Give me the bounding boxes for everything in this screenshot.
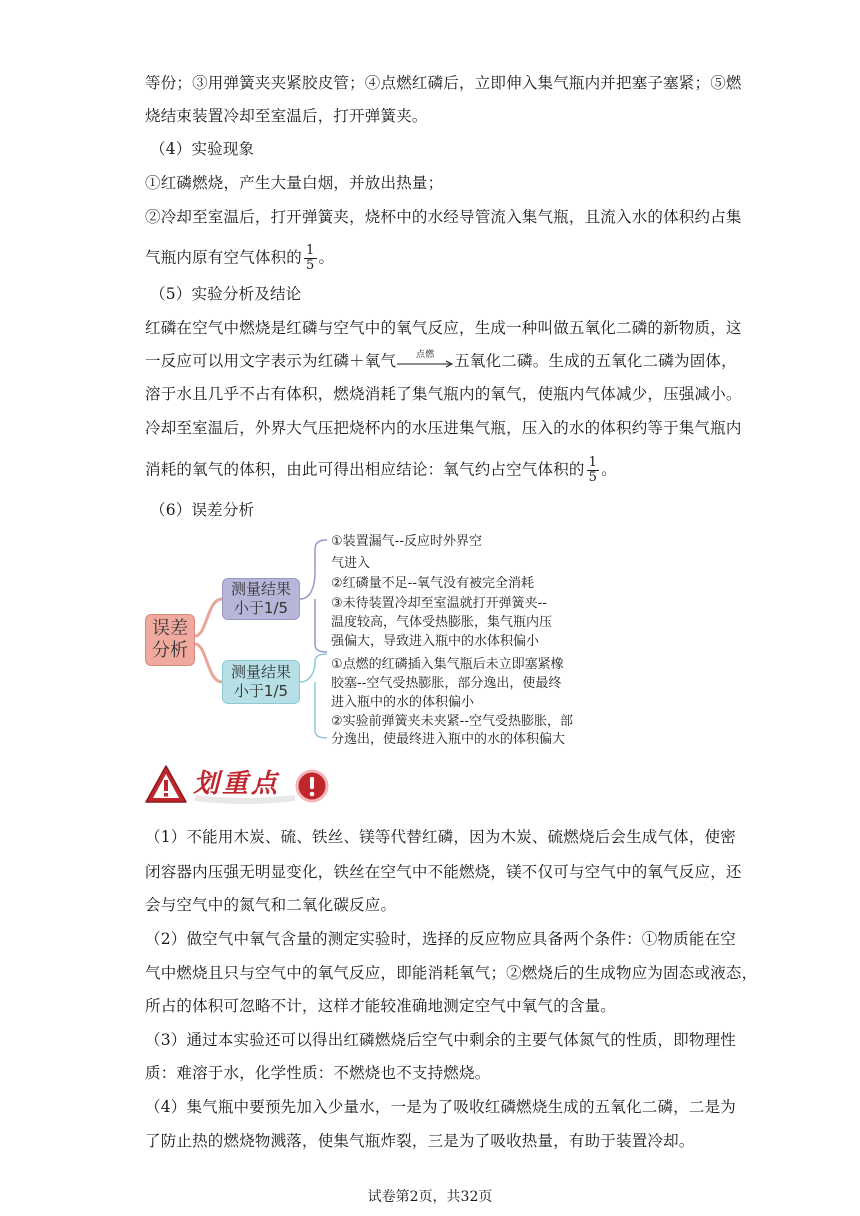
phenomenon-1: ①红磷燃烧，产生大量白烟，并放出热量； [145,174,444,192]
leaf-text: ①点燃的红磷插入集气瓶后未立即塞紧橡 [331,657,564,672]
mindmap-root [145,614,195,666]
leaf-text: 强偏大，导致进入瓶中的水体积偏小 [331,634,540,649]
point-4-line-1: （4）集气瓶中要预先加入少量水，一是为了吸收红磷燃烧生成的五氧化二磷，二是为 [145,1098,736,1116]
leaf-text: 分逸出，使最终进入瓶中的水的体积偏大 [331,732,566,747]
leaf-text: ③未待装置冷却至室温就打开弹簧夹-- [331,596,548,611]
point-1-line-3: 会与空气中的氮气和二氧化碳反应。 [145,896,397,914]
error-analysis-mindmap [145,532,615,747]
word-equation-product: 五氧化二磷。生成的五氧化二磷为固体， [454,352,737,370]
leaf-text: ②实验前弹簧夹未夹紧--空气受热膨胀，部 [331,714,574,729]
section-4-heading: （4）实验现象 [150,140,255,158]
word-equation-reactants: 一反应可以用文字表示为红磷＋氧气 [145,352,397,370]
point-3-line-2: 质：难溶于水，化学性质：不燃烧也不支持燃烧。 [145,1064,491,1082]
phenomenon-2-line-1: ②冷却至室温后，打开弹簧夹，烧杯中的水经导管流入集气瓶，且流入水的体积约占集 [145,208,742,226]
conclusion-end: 。 [601,460,617,479]
leaf-text: 温度较高，气体受热膨胀，集气瓶内压 [331,615,553,630]
leaf-text: 进入瓶中的水的体积偏小 [331,695,475,710]
point-4-line-2: 了防止热的燃烧物溅落，使集气瓶炸裂，三是为了吸收热量，有助于装置冷却。 [145,1132,695,1150]
phenomenon-2-end: 。 [318,248,335,267]
leaf-text: ①装置漏气--反应时外界空 [331,534,483,549]
phenomenon-2-text: 气瓶内原有空气体积的 [145,248,303,267]
fraction-denominator: 5 [588,470,598,485]
point-2-line-3: 所占的体积可忽略不计，这样才能较准确地测定空气中氧气的含量。 [145,997,617,1015]
leaf-text: 气进入 [331,556,371,571]
page-footer: 试卷第2页，共32页 [367,1189,493,1205]
fraction-denominator: 5 [306,258,315,273]
mindmap-branch-1-label: 测量结果小于1/5 [230,580,291,617]
analysis-line-1: 红磷在空气中燃烧是红磷与空气中的氧气反应，生成一种叫做五氧化二磷的新物质，这 [145,319,742,337]
fraction-one-fifth [304,244,316,273]
leaf-text: ②红磷量不足--氧气没有被完全消耗 [331,576,535,591]
fraction-one-fifth [587,456,599,485]
conclusion-text: 消耗的氧气的体积，由此可得出相应结论：氧气约占空气体积的 [145,460,585,479]
reaction-arrow [396,352,454,372]
point-2-line-2: 气中燃烧且只与空气中的氧气反应，即能消耗氧气；②燃烧后的生成物应为固态或液态， [145,964,758,982]
intro-line-2: 烧结束装置冷却至室温后，打开弹簧夹。 [145,107,428,125]
mindmap-branch-less [222,578,300,620]
analysis-line-2 [145,351,737,372]
point-2-line-1: （2）做空气中氧气含量的测定实验时，选择的反应物应具备两个条件：①物质能在空 [145,930,736,948]
mindmap-root-label: 误差分析 [152,618,188,661]
intro-line-1: 等份；③用弹簧夹夹紧胶皮管；④点燃红磷后，立即伸入集气瓶内并把塞子塞紧；⑤燃 [145,74,742,92]
key-points-title: 划重点 [193,769,281,799]
analysis-line-4: 冷却至室温后，外界大气压把烧杯内的水压进集气瓶，压入的水的体积约等于集气瓶内 [145,419,742,437]
section-6-heading: （6）误差分析 [150,501,255,519]
fraction-numerator: 1 [588,455,598,470]
point-3-line-1: （3）通过本实验还可以得出红磷燃烧后空气中剩余的主要气体氮气的性质，即物理性 [145,1031,736,1049]
exclamation-circle-icon [295,769,329,803]
analysis-line-3: 溶于水且几乎不占有体积，燃烧消耗了集气瓶内的氧气，使瓶内气体减少，压强减小。 [145,385,742,403]
mindmap-branch-less-2 [222,660,300,704]
phenomenon-2-line-2 [145,244,334,273]
analysis-line-5 [145,456,617,485]
section-5-heading: （5）实验分析及结论 [150,285,302,303]
fraction-numerator: 1 [306,243,315,258]
arrow-icon [396,360,454,368]
key-points-banner [145,764,345,806]
reaction-condition: 点燃 [416,350,435,360]
mindmap-branch-2-label: 测量结果小于1/5 [230,663,291,700]
point-1-line-1: （1）不能用木炭、硫、铁丝、镁等代替红磷，因为木炭、硫燃烧后会生成气体，使密 [145,828,736,846]
point-1-line-2: 闭容器内压强无明显变化，铁丝在空气中不能燃烧，镁不仅可与空气中的氧气反应，还 [145,863,742,881]
leaf-text: 胶塞--空气受热膨胀，部分逸出，使最终 [331,676,562,691]
